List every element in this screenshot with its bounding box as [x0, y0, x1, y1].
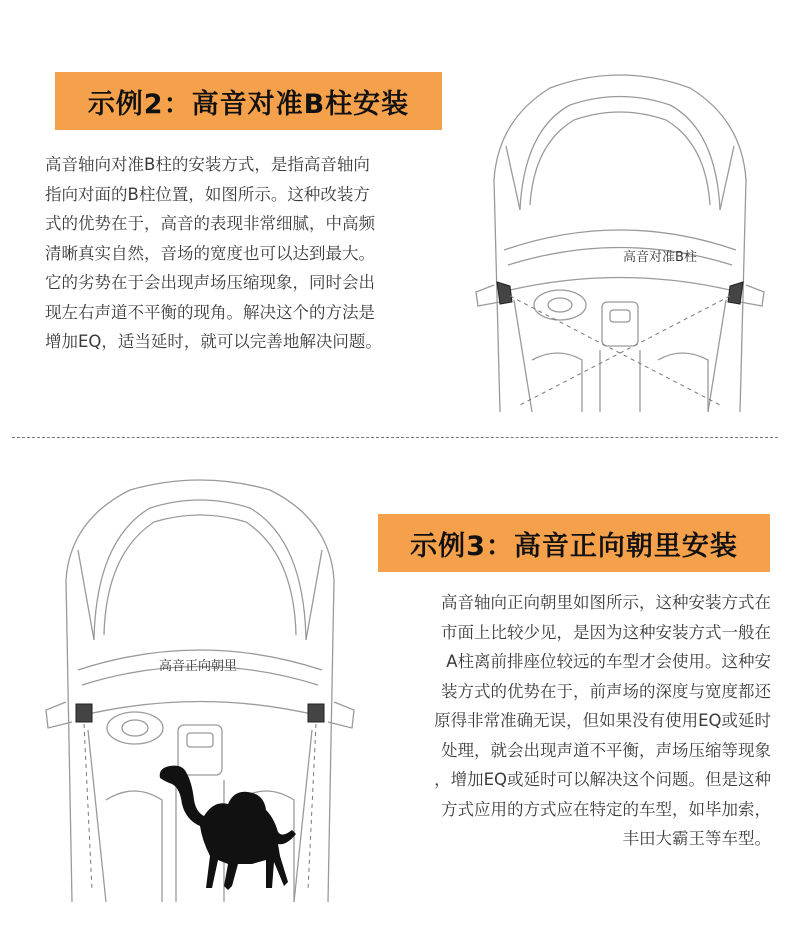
- section1-body: 高音轴向对准B柱的安装方式，是指高音轴向 指向对面的B柱位置，如图所示。这种改装方 式的优势在于，高音的表现非常细腻，中高频 清晰真实自然，音场的宽度也可以达到最大。 它的劣势在于会出现声场压缩现象，同时会出 现左右声道不平衡的现角。解决这个的方法是 增加EQ，适当延时，就可以完善地解决问题。: [45, 155, 382, 351]
- b-pillar-label: 高音对准B柱: [623, 250, 697, 265]
- camel-watermark-icon: [152, 760, 312, 900]
- section1-title: 示例2：高音对准B柱安装: [55, 72, 442, 130]
- section2-title: 示例3：高音正向朝里安装: [378, 514, 770, 572]
- section2-body: 高音轴向正向朝里如图所示，这种安装方式在 市面上比较少见，是因为这种安装方式一般在 A柱离前排座位较远的车型才会使用。这种安 装方式的优势在于，前声场的深度与宽度都还 原得非常准确无误，但如果没有使用EQ或延时 处理，就会出现声道不平衡，声场压缩等现象 ，增加EQ或延时可以解决这个问题。但是这种 方式应用的方式应在特定的车型，如毕加索， 丰田大霸王等车型。: [434, 593, 771, 848]
- car-diagram-b-pillar: [470, 60, 770, 415]
- inward-label: 高音正向朝里: [158, 659, 238, 674]
- section-divider: [12, 437, 778, 438]
